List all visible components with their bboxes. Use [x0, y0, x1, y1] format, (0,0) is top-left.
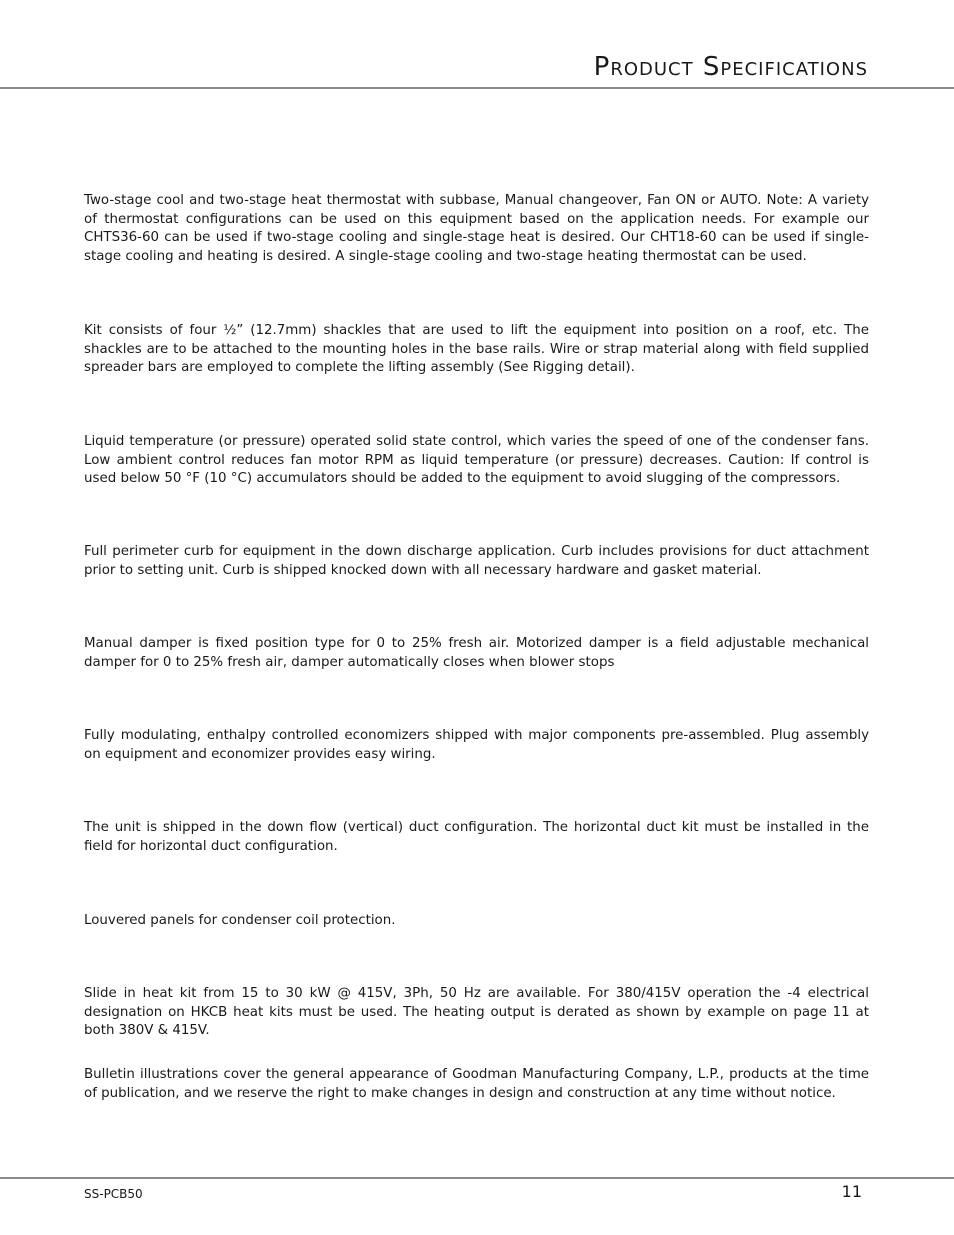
economizer-paragraph: Fully modulating, enthalpy controlled economizers shipped with major components pre-assembled. Plug assembly on equipment and economizer provides easy wiring. — [84, 728, 869, 762]
roof-curb-paragraph: Full perimeter curb for equipment in the down discharge application. Curb includes provisions for duct attachment prior to setting unit. Curb is shipped knocked down with all necessary hardware and gasket material. — [84, 544, 869, 578]
low-ambient-control-paragraph: Liquid temperature (or pressure) operated solid state control, which varies the speed of one of the condenser fans. Low ambient control reduces fan motor RPM as liquid temperature (or pressure) decreases. Caution: If control is used below 50 °F (10 °C) accumulators should be added to the equipment to avoid slugging of the compressors. — [84, 434, 869, 487]
fresh-air-damper-paragraph: Manual damper is fixed position type for 0 to 25% fresh air. Motorized damper is a field adjustable mechanical damper for 0 to 25% fresh air, damper automatically closes when blower stops — [84, 636, 869, 670]
horizontal-duct-kit-paragraph: The unit is shipped in the down flow (vertical) duct configuration. The horizontal duct kit must be installed in the field for horizontal duct configuration. — [84, 820, 869, 854]
disclaimer-paragraph: Bulletin illustrations cover the general appearance of Goodman Manufacturing Company, L.P., products at the time of publication, and we reserve the right to make changes in design and construction at any time without notice. — [84, 1067, 869, 1101]
document-code: SS-PCB50 — [84, 1187, 143, 1201]
thermostat-paragraph: Two-stage cool and two-stage heat thermostat with subbase, Manual changeover, Fan ON or AUTO. Note: A variety of thermostat configurations can be used on this equipment based on the application needs. For example our CHTS36-60 can be used if two-stage cooling and single-stage heat is desired. Our CHT18-60 can be used if single-stage cooling and heating is desired. A single-stage cooling and two-stage heating thermostat can be used. — [84, 193, 869, 265]
coil-guard-paragraph: Louvered panels for condenser coil protection. — [84, 913, 396, 928]
header-divider — [0, 87, 954, 89]
heat-kit-paragraph: Slide in heat kit from 15 to 30 kW @ 415V, 3Ph, 50 Hz are available. For 380/415V operation the -4 electrical designation on HKCB heat kits must be used. The heating output is derated as shown by example on page 11 at both 380V & 415V. — [84, 986, 869, 1039]
lifting-kit-paragraph: Kit consists of four ½” (12.7mm) shackles that are used to lift the equipment into position on a roof, etc. The shackles are to be attached to the mounting holes in the base rails. Wire or strap material along with field supplied spreader bars are employed to complete the lifting assembly (See Rigging detail). — [84, 323, 869, 376]
page-number: 11 — [841, 1182, 862, 1201]
page-title: Product Specifications — [593, 52, 868, 82]
footer-divider — [0, 1177, 954, 1179]
